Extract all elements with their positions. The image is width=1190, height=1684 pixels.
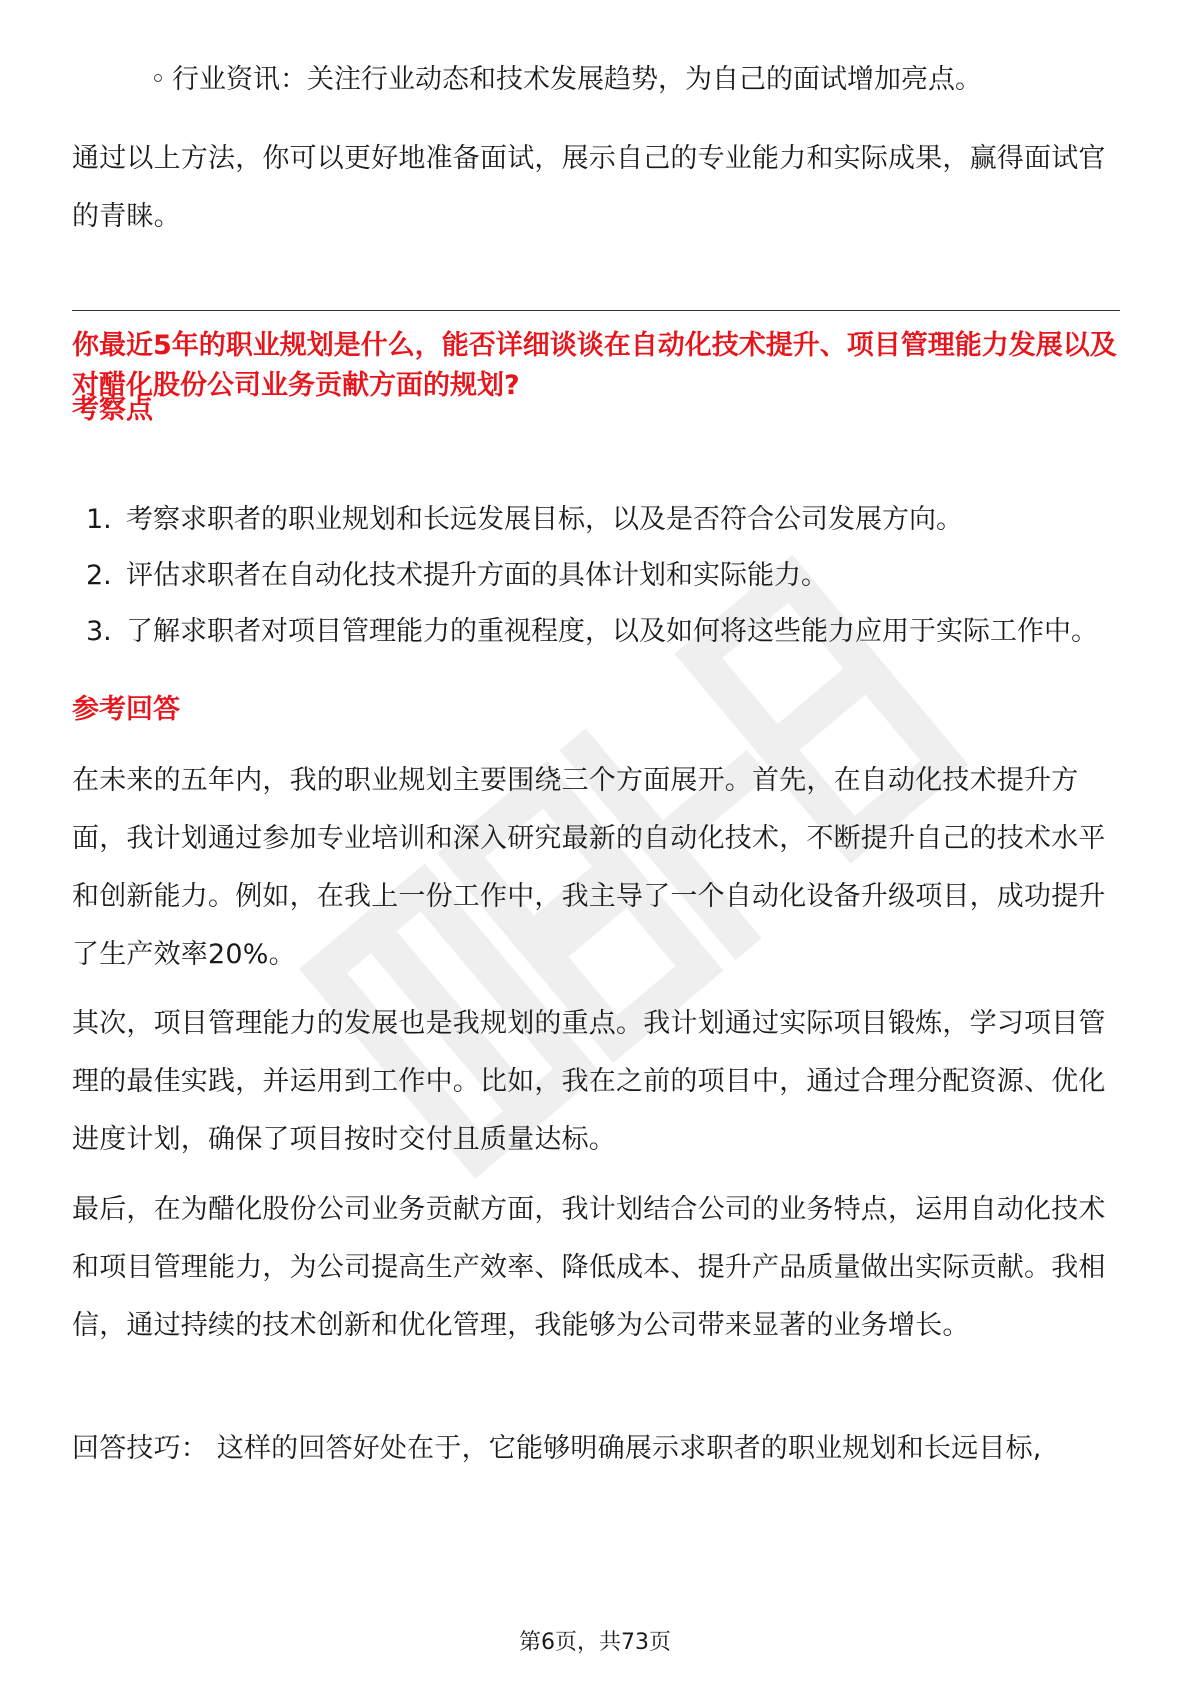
answer-tip-paragraph: 回答技巧： 这样的回答好处在于，它能够明确展示求职者的职业规划和长远目标, [72,1433,1042,1464]
answer-label: 参考回答 [72,694,180,725]
question-heading: 你最近5年的职业规划是什么，能否详细谈谈在自动化技术提升、项目管理能力发展以及对醋化股份公司业务贡献方面的规划? [72,330,1117,401]
intro-paragraph: 通过以上方法，你可以更好地准备面试，展示自己的专业能力和实际成果，赢得面试官的青睐。 [72,143,1106,232]
answer-paragraph: 最后，在为醋化股份公司业务贡献方面，我计划结合公司的业务特点，运用自动化技术和项目管理能力，为公司提高生产效率、降低成本、提升产品质量做出实际贡献。我相信，通过持续的技术创新和优化管理，我能够为公司带来显著的业务增长。 [72,1194,1106,1341]
examine-list [72,492,1122,660]
list-item-text: 考察求职者的职业规划和长远发展目标，以及是否符合公司发展方向。 [126,504,963,535]
answer-paragraph: 在未来的五年内，我的职业规划主要围绕三个方面展开。首先，在自动化技术提升方面，我计划通过参加专业培训和深入研究最新的自动化技术，不断提升自己的技术水平和创新能力。例如，在我上一份工作中，我主导了一个自动化设备升级项目，成功提升了生产效率20%。 [72,765,1106,970]
list-item [72,548,1122,604]
list-number: 2. [86,560,112,591]
list-number: 3. [86,616,112,647]
bullet-marker: ◦ [150,64,166,95]
list-item-text: 评估求职者在自动化技术提升方面的具体计划和实际能力。 [126,560,828,591]
bullet-item [150,60,982,100]
list-item-text: 了解求职者对项目管理能力的重视程度，以及如何将这些能力应用于实际工作中。 [126,616,1098,647]
section-divider [72,310,1120,311]
bullet-text: 行业资讯：关注行业动态和技术发展趋势，为自己的面试增加亮点。 [172,64,982,95]
page-number-footer: 第6页，共73页 [519,1630,671,1655]
list-item [72,604,1122,660]
list-item [72,492,1122,548]
answer-paragraph: 其次，项目管理能力的发展也是我规划的重点。我计划通过实际项目锻炼，学习项目管理的最佳实践，并运用到工作中。比如，我在之前的项目中，通过合理分配资源、优化进度计划，确保了项目按时交付且质量达标。 [72,1008,1106,1155]
list-number: 1. [86,504,112,535]
examine-label: 考察点 [72,394,153,425]
